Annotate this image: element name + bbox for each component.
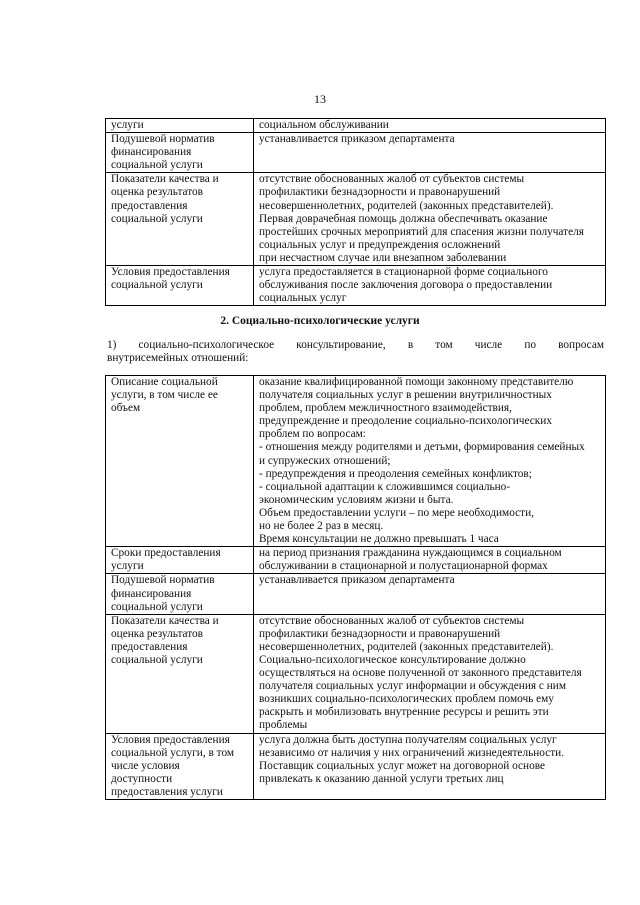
- intro-paragraph-line-1: 1) социально-психологическое консультирование, в том числе по вопросам: [107, 339, 604, 351]
- cell-text-line: получателя социальных услуг информации и обсуждения с ним: [259, 680, 566, 693]
- cell-text-line: несовершеннолетних, родителей (законных представителей).: [259, 640, 554, 653]
- cell-text-line: устанавливается приказом департамента: [259, 574, 455, 587]
- section-heading: 2. Социально-психологические услуги: [220, 315, 420, 327]
- table-row: [106, 733, 606, 799]
- cell-text-line: предоставления: [111, 199, 188, 212]
- cell-text-line: услуги, в том числе ее: [111, 389, 218, 402]
- page-number: 13: [314, 92, 326, 106]
- cell-text-line: Первая доврачебная помощь должна обеспечивать оказание: [259, 212, 548, 225]
- cell-text-line: экономическим условиям жизни и быта.: [259, 493, 454, 506]
- cell-text-line: получателя социальных услуг в решении внутриличностных: [259, 389, 552, 402]
- cell-text-line: Показатели качества и: [111, 173, 219, 186]
- cell-text-line: Сроки предоставления: [111, 547, 221, 560]
- row-value-cell: [254, 266, 606, 306]
- cell-text-line: социальной услуги: [111, 279, 203, 292]
- cell-text-line: профилактики безнадзорности и правонарушений: [259, 627, 501, 640]
- cell-text-line: обслуживании в стационарной и полустационарной формах: [259, 560, 548, 573]
- cell-text-line: оказание квалифицированной помощи законному представителю: [259, 376, 574, 388]
- cell-text-line: числе условия: [111, 759, 180, 772]
- cell-text-line: оценка результатов: [111, 186, 204, 199]
- table-row: [106, 119, 606, 133]
- cell-text-line: независимо от наличия у них ограничений жизнедеятельности.: [259, 746, 565, 759]
- row-label-cell: [106, 574, 254, 614]
- cell-text-line: профилактики безнадзорности и правонарушений: [259, 186, 501, 199]
- cell-text-line: обслуживания после заключения договора о предоставлении: [259, 279, 553, 292]
- cell-text-line: привлекать к оказанию данной услуги третьих лиц: [259, 772, 504, 785]
- cell-text-line: Подушевой норматив: [111, 574, 215, 587]
- row-value-cell: [254, 119, 606, 133]
- cell-text-line: - социальной адаптации к сложившимся социально-: [259, 480, 511, 493]
- cell-text-line: - отношения между родителями и детьми, формирования семейных: [259, 441, 585, 454]
- cell-text-line: отсутствие обоснованных жалоб от субъектов системы: [259, 173, 525, 186]
- cell-text-line: оценка результатов: [111, 627, 204, 640]
- cell-text-line: Время консультации не должно превышать 1 часа: [259, 533, 499, 546]
- cell-text-line: Социально-психологическое консультирование должно: [259, 653, 526, 666]
- cell-text-line: при несчастном случае или внезапном заболевании: [259, 251, 507, 264]
- cell-text-line: социальной услуги: [111, 600, 203, 613]
- cell-text-line: проблем по вопросам:: [259, 428, 366, 441]
- row-value-cell: [254, 376, 606, 547]
- cell-text-line: социальной услуги, в том: [111, 746, 235, 759]
- cell-text-line: несовершеннолетних, родителей (законных представителей).: [259, 199, 554, 212]
- table-row: [106, 266, 606, 306]
- services-table-1: [105, 118, 606, 306]
- cell-text-line: объем: [111, 402, 141, 415]
- cell-text-line: услуга должна быть доступна получателям социальных услуг: [259, 733, 557, 746]
- row-value-cell: [254, 733, 606, 799]
- cell-text-line: устанавливается приказом департамента: [259, 133, 455, 146]
- cell-text-line: социальной услуги: [111, 653, 203, 666]
- cell-text-line: раскрыть и мобилизовать внутренние ресурсы и решить эти: [259, 706, 549, 719]
- row-value-cell: [254, 173, 606, 266]
- row-value-cell: [254, 614, 606, 733]
- cell-text-line: услуга предоставляется в стационарной форме социального: [259, 266, 548, 279]
- table-row: [106, 173, 606, 266]
- cell-text-line: Условия предоставления: [111, 733, 230, 746]
- cell-text-line: на период признания гражданина нуждающимся в социальном: [259, 547, 562, 560]
- row-label-cell: [106, 119, 254, 133]
- cell-text-line: Условия предоставления: [111, 266, 230, 279]
- cell-text-line: Поставщик социальных услуг может на договорной основе: [259, 759, 546, 772]
- row-value-cell: [254, 133, 606, 173]
- cell-text-line: проблем, проблем межличностного взаимодействия,: [259, 402, 512, 415]
- row-label-cell: [106, 733, 254, 799]
- row-label-cell: [106, 133, 254, 173]
- cell-text-line: доступности: [111, 772, 173, 785]
- cell-text-line: финансирования: [111, 587, 192, 600]
- row-value-cell: [254, 574, 606, 614]
- row-label-cell: [106, 173, 254, 266]
- cell-text-line: Показатели качества и: [111, 614, 219, 627]
- cell-text-line: предупреждение и преодоление социально-психологических: [259, 415, 552, 428]
- cell-text-line: осуществляться на основе полученной от законного представителя: [259, 667, 582, 680]
- row-label-cell: [106, 376, 254, 547]
- row-value-cell: [254, 547, 606, 574]
- cell-text-line: Объем предоставлении услуги – по мере необходимости,: [259, 506, 534, 519]
- cell-text-line: отсутствие обоснованных жалоб от субъектов системы: [259, 614, 525, 627]
- table-row: [106, 547, 606, 574]
- cell-text-line: социальной услуги: [111, 159, 203, 172]
- cell-text-line: финансирования: [111, 146, 192, 159]
- cell-text-line: предоставления: [111, 640, 188, 653]
- cell-text-line: услуги: [111, 560, 144, 573]
- cell-text-line: предоставления услуги: [111, 785, 223, 798]
- services-table-2: [105, 375, 606, 800]
- cell-text-line: возникших социально-психологических проблем помочь ему: [259, 693, 554, 706]
- cell-text-line: проблемы: [259, 719, 308, 732]
- table-row: [106, 614, 606, 733]
- cell-text-line: - предупреждения и преодоления семейных конфликтов;: [259, 467, 532, 480]
- cell-text-line: Описание социальной: [111, 376, 218, 388]
- row-label-cell: [106, 547, 254, 574]
- cell-text-line: социальных услуг: [259, 292, 347, 305]
- table-row: [106, 574, 606, 614]
- cell-text-line: социальной услуги: [111, 212, 203, 225]
- cell-text-line: Подушевой норматив: [111, 133, 215, 146]
- cell-text-line: социальных услуг и предупреждения осложнений: [259, 238, 501, 251]
- cell-text-line: и супружеских отношений;: [259, 454, 391, 467]
- cell-text-line: услуги: [111, 119, 144, 131]
- table-row: [106, 133, 606, 173]
- row-label-cell: [106, 266, 254, 306]
- intro-paragraph-line-2: внутрисемейных отношений:: [107, 352, 249, 364]
- row-label-cell: [106, 614, 254, 733]
- cell-text-line: социальном обслуживании: [259, 119, 389, 131]
- cell-text-line: простейших срочных мероприятий для спасения жизни получателя: [259, 225, 584, 238]
- cell-text-line: но не более 2 раз в месяц.: [259, 520, 384, 533]
- table-row: [106, 376, 606, 547]
